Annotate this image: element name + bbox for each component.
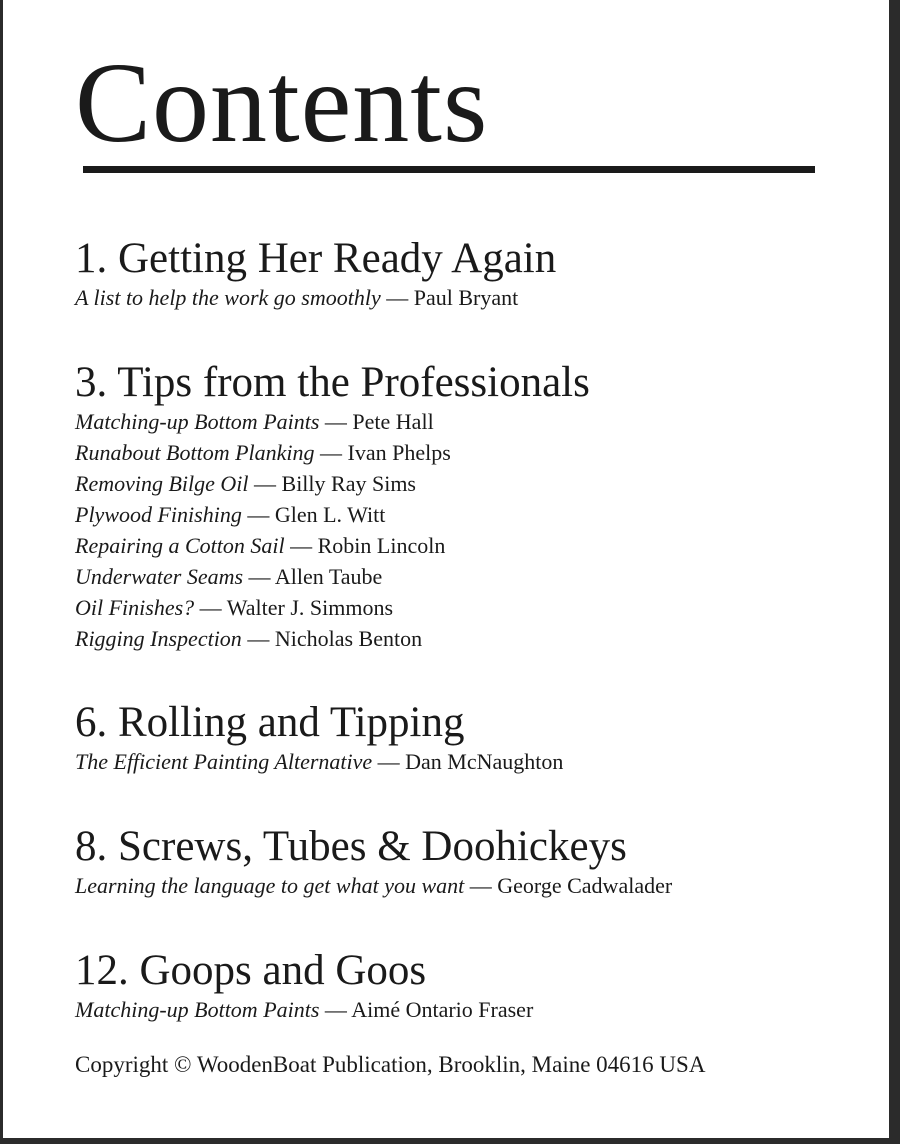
toc-section xyxy=(75,360,590,654)
toc-entry xyxy=(75,623,590,654)
entry-separator: — xyxy=(380,285,414,310)
toc-entry xyxy=(75,994,533,1025)
entry-separator: — xyxy=(241,502,275,527)
section-title: 1. Getting Her Ready Again xyxy=(75,235,557,282)
toc-entry xyxy=(75,561,590,592)
entry-title: The Efficient Painting Alternative xyxy=(75,749,373,774)
title-rule xyxy=(83,166,815,173)
entry-author: Dan McNaughton xyxy=(405,749,564,774)
toc-entry xyxy=(75,282,556,313)
entry-title: Matching-up Bottom Paints xyxy=(75,409,320,434)
entry-separator: — xyxy=(319,997,352,1022)
document-page xyxy=(3,0,889,1138)
toc-section xyxy=(75,700,563,777)
entry-title: Plywood Finishing xyxy=(75,502,242,527)
copyright-notice: Copyright © WoodenBoat Publication, Brooklin, Maine 04616 USA xyxy=(75,1052,706,1077)
section-title: 3. Tips from the Professionals xyxy=(75,359,590,406)
entry-separator: — xyxy=(284,533,318,558)
toc-entry xyxy=(75,499,590,530)
entry-separator: — xyxy=(194,595,227,620)
toc-entry xyxy=(75,468,590,499)
page-title: Contents xyxy=(75,39,489,166)
entry-author: Walter J. Simmons xyxy=(226,595,394,620)
entry-title: A list to help the work go smoothly xyxy=(75,285,381,310)
entry-separator: — xyxy=(241,626,275,651)
entry-title: Underwater Seams xyxy=(75,564,244,589)
toc-section xyxy=(75,824,672,901)
toc-entry xyxy=(75,437,590,468)
entry-title: Repairing a Cotton Sail xyxy=(75,533,285,558)
entry-title: Learning the language to get what you want xyxy=(75,873,465,898)
toc-entry xyxy=(75,592,590,623)
entry-author: Ivan Phelps xyxy=(347,440,451,465)
entry-separator: — xyxy=(243,564,275,589)
entry-author: Aimé Ontario Fraser xyxy=(351,997,534,1022)
entry-title: Removing Bilge Oil xyxy=(75,471,249,496)
entry-author: Pete Hall xyxy=(352,409,434,434)
entry-author: Glen L. Witt xyxy=(274,502,386,527)
toc-entry xyxy=(75,406,590,437)
entry-author: George Cadwalader xyxy=(497,873,673,898)
entry-title: Oil Finishes? xyxy=(75,595,195,620)
entry-author: Robin Lincoln xyxy=(317,533,446,558)
entry-separator: — xyxy=(319,409,353,434)
section-title: 12. Goops and Goos xyxy=(75,947,427,994)
toc-section xyxy=(75,948,533,1025)
entry-author: Allen Taube xyxy=(274,564,383,589)
entry-separator: — xyxy=(314,440,348,465)
entry-title: Matching-up Bottom Paints xyxy=(75,997,320,1022)
entry-author: Billy Ray Sims xyxy=(281,471,416,496)
toc-entry xyxy=(75,746,563,777)
entry-separator: — xyxy=(464,873,498,898)
entry-title: Runabout Bottom Planking xyxy=(75,440,315,465)
entry-author: Nicholas Benton xyxy=(274,626,423,651)
toc-entry xyxy=(75,870,672,901)
section-title: 6. Rolling and Tipping xyxy=(75,699,465,746)
toc-section xyxy=(75,236,556,313)
section-title: 8. Screws, Tubes & Doohickeys xyxy=(75,823,627,870)
entry-separator: — xyxy=(248,471,282,496)
entry-separator: — xyxy=(372,749,406,774)
entry-author: Paul Bryant xyxy=(413,285,519,310)
toc-entry xyxy=(75,530,590,561)
entry-title: Rigging Inspection xyxy=(75,626,242,651)
